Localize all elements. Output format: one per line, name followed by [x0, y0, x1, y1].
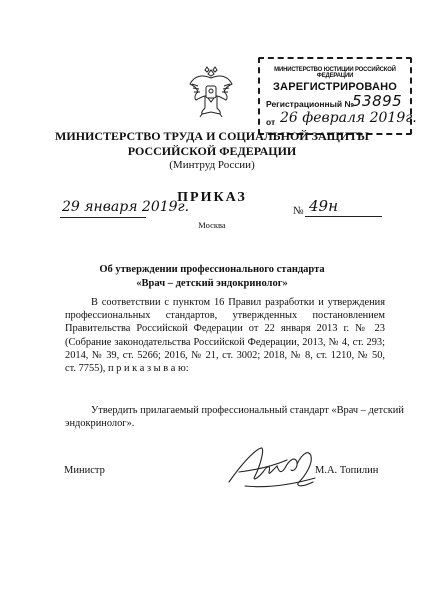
signature-icon	[225, 442, 325, 494]
number-underline	[305, 216, 382, 217]
stamp-from-label: от	[266, 117, 276, 127]
ministry-name-line2: РОССИЙСКОЙ ФЕДЕРАЦИИ	[127, 144, 297, 158]
number-sign: №	[293, 205, 304, 217]
stamp-reg-number: 53895	[352, 92, 403, 110]
stamp-ministry: МИНИСТЕРСТВО ЮСТИЦИИ РОССИЙСКОЙ ФЕДЕРАЦИИ	[274, 67, 396, 79]
subject-line-1: Об утверждении профессионального стандарта	[99, 264, 325, 275]
paragraph-line: (Собрание законодательства Российской Федерации, 2013, № 4, ст. 293;	[65, 336, 385, 348]
city: Москва	[198, 220, 226, 230]
stamp-reg-date: 26 февраля 2019г.	[280, 110, 417, 126]
stamp-reg-label: Регистрационный №	[266, 99, 354, 109]
minister-label: Министр	[64, 465, 105, 476]
order-date: 29 января 2019г.	[62, 199, 190, 215]
minister-name: М.А. Топилин	[315, 465, 379, 476]
date-underline	[60, 217, 146, 218]
coat-of-arms-icon	[188, 64, 234, 118]
document-title: ПРИКАЗ	[177, 190, 247, 205]
paragraph-line: эндокринолог».	[65, 418, 135, 430]
paragraph-line: ст. 7755), п р и к а з ы в а ю:	[65, 363, 189, 375]
ministry-short-name: (Минтруд России)	[169, 159, 255, 171]
registration-stamp	[258, 57, 417, 135]
subject-line-2: «Врач – детский эндокринолог»	[136, 278, 288, 289]
paragraph-line: профессиональных стандартов, утвержденных постановлением	[65, 310, 385, 322]
stamp-registered: ЗАРЕГИСТРИРОВАНО	[272, 81, 398, 93]
body-paragraph-1	[65, 296, 385, 375]
paragraph-line: 2014, № 39, ст. 5266; 2016, № 21, ст. 3002; 2018, № 8, ст. 1210, № 50,	[65, 349, 385, 361]
body-paragraph-2	[65, 404, 404, 430]
ministry-name	[40, 129, 384, 159]
paragraph-line: В соответствии с пунктом 16 Правил разработки и утверждения	[91, 297, 385, 308]
order-number: 49н	[309, 197, 338, 215]
ministry-name-line1: МИНИСТЕРСТВО ТРУДА И СОЦИАЛЬНОЙ ЗАЩИТЫ	[55, 129, 369, 143]
paragraph-line: Утвердить прилагаемый профессиональный стандарт «Врач – детский	[91, 405, 404, 416]
paragraph-line: Правительства Российской Федерации от 22 января 2013 г. № 23	[65, 323, 385, 335]
